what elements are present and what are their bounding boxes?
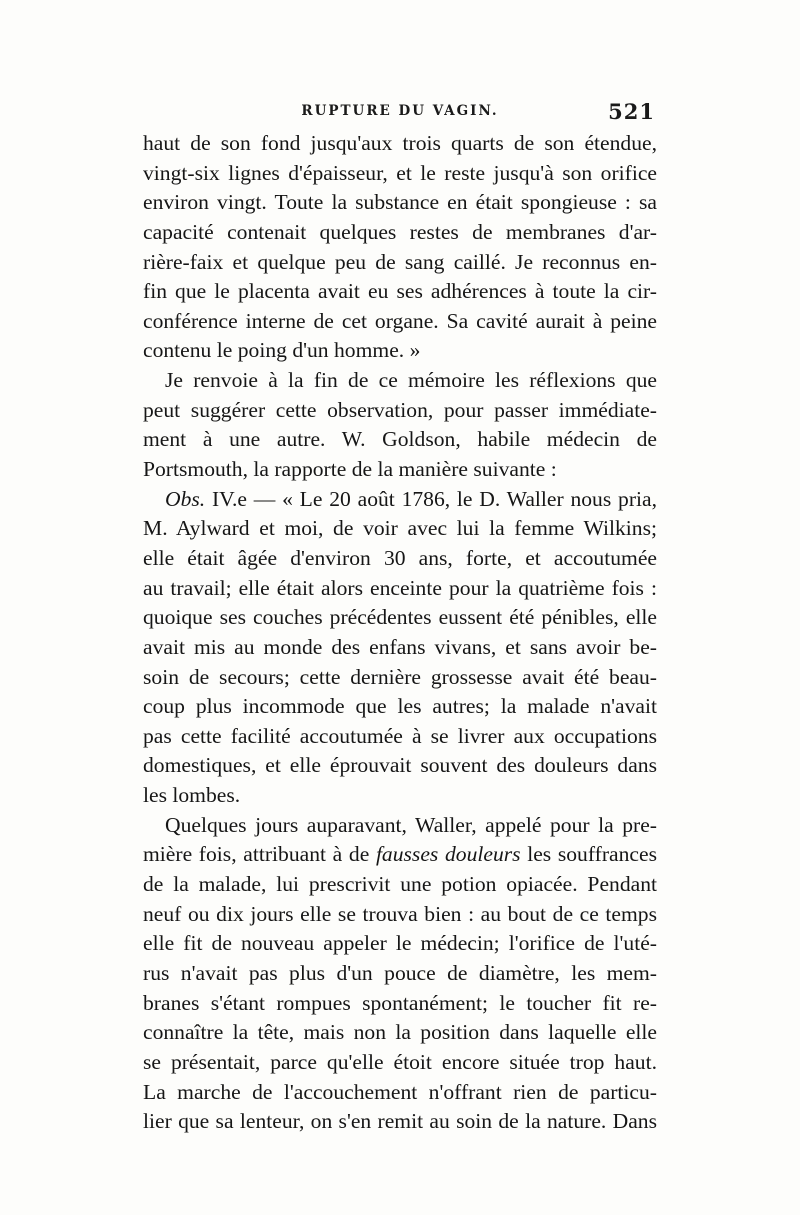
- text-line: branes s'étant rompues spontanément; le toucher fit re-: [143, 990, 657, 1015]
- running-title: RUPTURE DU VAGIN.: [301, 103, 499, 119]
- page-header: [143, 99, 657, 129]
- text-line: avait mis au monde des enfans vivans, et sans avoir be-: [143, 634, 657, 659]
- body-text: [143, 129, 657, 1137]
- observation-label: Obs.: [165, 486, 206, 511]
- text-line: ment à une autre. W. Goldson, habile médecin de: [143, 427, 657, 452]
- text-line: contenu le poing d'un homme. »: [143, 338, 421, 363]
- text-line: vingt-six lignes d'épaisseur, et le reste jusqu'à son orifice: [143, 160, 657, 185]
- text-line: quoique ses couches précédentes eussent été pénibles, elle: [143, 605, 657, 630]
- text-line: Quelques jours auparavant, Waller, appelé pour la pre-: [165, 812, 657, 837]
- text-line: rus n'avait pas plus d'un pouce de diamètre, les mem-: [143, 960, 657, 985]
- text-fragment: mière fois, attribuant à de: [143, 842, 376, 867]
- text-line: capacité contenait quelques restes de membranes d'ar-: [143, 219, 657, 244]
- observation-first-line: IV.e — « Le 20 août 1786, le D. Waller nous pria,: [205, 486, 657, 511]
- text-line: Je renvoie à la fin de ce mémoire les réflexions que: [165, 368, 657, 393]
- text-line: lier que sa lenteur, on s'en remit au soin de la nature. Dans: [143, 1109, 657, 1134]
- text-line: M. Aylward et moi, de voir avec lui la femme Wilkins;: [143, 516, 657, 541]
- text-line: peut suggérer cette observation, pour passer immédiate-: [143, 397, 657, 422]
- text-line: elle fit de nouveau appeler le médecin; l'orifice de l'uté-: [143, 931, 657, 956]
- text-line: se présentait, parce qu'elle étoit encore située trop haut.: [143, 1049, 657, 1074]
- text-line: environ vingt. Toute la substance en était spongieuse : sa: [143, 190, 657, 215]
- text-line: elle était âgée d'environ 30 ans, forte, et accoutumée: [143, 545, 657, 570]
- text-line: neuf ou dix jours elle se trouva bien : au bout de ce temps: [143, 901, 657, 926]
- text-fragment: les souffrances: [520, 842, 657, 867]
- text-line: haut de son fond jusqu'aux trois quarts de son étendue,: [143, 131, 657, 155]
- text-line-with-italic: [143, 840, 657, 870]
- text-line: les lombes.: [143, 783, 241, 808]
- text-line: domestiques, et elle éprouvait souvent des douleurs dans: [143, 753, 657, 778]
- page-number: 521: [608, 99, 655, 124]
- text-line: fin que le placenta avait eu ses adhérences à toute la cir-: [143, 279, 657, 304]
- italic-phrase: fausses douleurs: [375, 842, 521, 867]
- text-line: conférence interne de cet organe. Sa cavité aurait à peine: [143, 308, 657, 333]
- text-line: pas cette facilité accoutumée à se livrer aux occupations: [143, 723, 657, 748]
- text-line: coup plus incommode que les autres; la malade n'avait: [143, 694, 657, 719]
- text-line: soin de secours; cette dernière grossesse avait été beau-: [143, 664, 657, 689]
- text-line: rière-faix et quelque peu de sang caillé. Je reconnus en-: [143, 249, 657, 274]
- observation-heading-line: [143, 485, 657, 515]
- text-line: La marche de l'accouchement n'offrant rien de particu-: [143, 1079, 657, 1104]
- text-line: Portsmouth, la rapporte de la manière suivante :: [143, 457, 557, 482]
- text-line: de la malade, lui prescrivit une potion opiacée. Pendant: [143, 872, 657, 897]
- text-line: au travail; elle était alors enceinte pour la quatrième fois :: [143, 575, 657, 600]
- text-line: connaître la tête, mais non la position dans laquelle elle: [143, 1020, 657, 1045]
